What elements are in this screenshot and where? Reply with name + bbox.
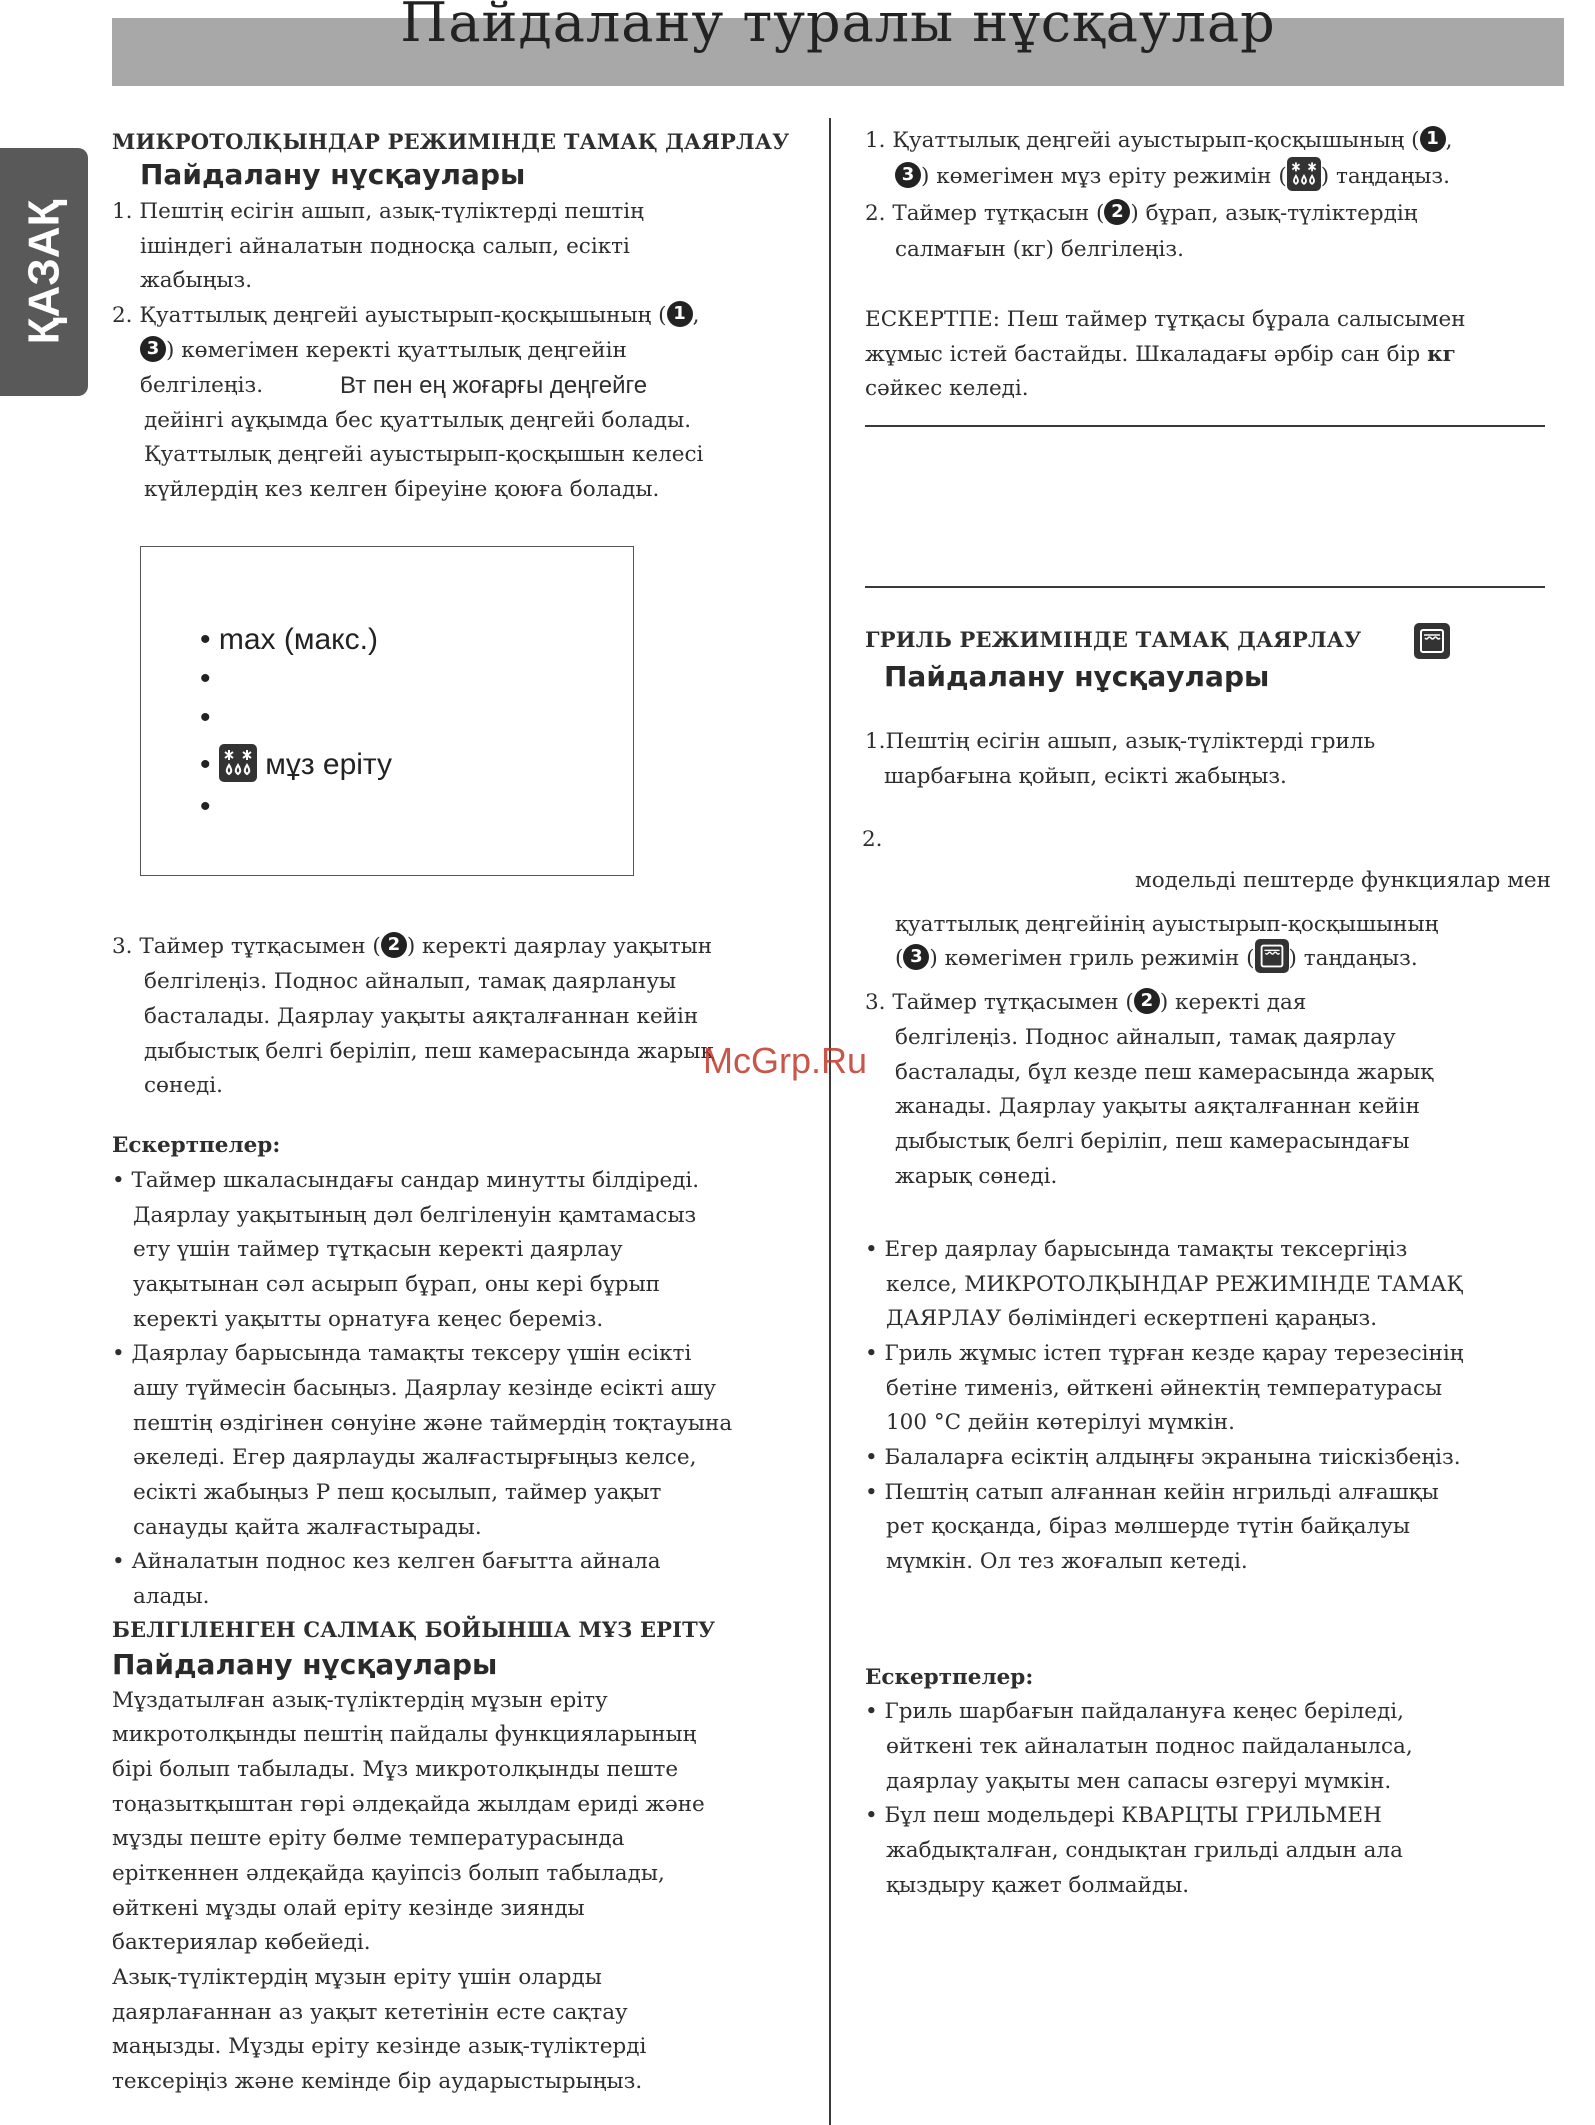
text-line: дейінгі аұқымда бес қуаттылық деңгейі болады.: [144, 408, 692, 433]
watermark: McGrp.Ru: [703, 1040, 868, 1081]
text-line: тоңазытқыштан гөрі әлдеқайда жылдам ериді және: [112, 1792, 705, 1817]
defrost-subheading: Пайдалану нұсқаулары: [112, 1648, 498, 1681]
note-bullet: • Даярлау барысында тамақты тексеру үшін есікті: [112, 1341, 692, 1366]
number-2-icon: 2: [1134, 988, 1160, 1014]
text-line: санауды қайта жалғастырады.: [133, 1515, 482, 1540]
number-2-icon: 2: [1104, 199, 1130, 225]
power-level-empty: •: [200, 790, 211, 823]
text-line: дыбыстық белгі беріліп, пеш камерасында жарық: [144, 1039, 714, 1064]
text-line: келсе, МИКРОТОЛҚЫНДАР РЕЖИМІНДЕ ТАМАҚ: [886, 1272, 1464, 1297]
note-bullet: • Айналатын поднос кез келген бағытта айнала: [112, 1549, 661, 1574]
text-line: даярлағаннан аз уақыт кететінін есте сақтау: [112, 2000, 628, 2025]
text-span: ) көмегімен гриль режимін (: [929, 946, 1255, 971]
text-line: өйткені мұзды олай еріту кезінде зиянды: [112, 1896, 585, 1921]
text-span: ) таңдаңыз.: [1288, 946, 1418, 971]
text-line: маңызды. Мұзды еріту кезінде азық-түліктерді: [112, 2034, 647, 2059]
text-line: рет қосқанда, біраз мөлшерде түтін байқалуы: [886, 1514, 1411, 1539]
language-side-tab: [0, 148, 88, 396]
text-line: 1. Пештің есігін ашып, азық-түліктерді пештің: [112, 199, 644, 224]
text-line: уақытынан сәл асырып бұрап, оны кері бұрып: [133, 1272, 661, 1297]
text-line: [865, 338, 1456, 373]
note-bullet: • Пештің сатып алғаннан кейін нгрильді алғашқы: [865, 1480, 1439, 1505]
text-span: ) керекті дая: [1159, 990, 1307, 1015]
text-line: бірі болып табылады. Мұз микротолқынды пеште: [112, 1757, 679, 1782]
note-bullet: • Таймер шкаласындағы сандар минутты білдіреді.: [112, 1168, 700, 1193]
power-level-defrost-label: мұз еріту: [265, 748, 393, 781]
text-line: Азық-түліктердің мұзын еріту үшін оларды: [112, 1965, 602, 1990]
column-divider: [829, 118, 831, 2125]
text-span: ,: [692, 303, 700, 328]
power-level-max: • max (макс.): [200, 623, 378, 656]
defrost-heading: БЕЛГІЛЕНГЕН САЛМАҚ БОЙЫНША МҰЗ ЕРІТУ: [112, 1617, 716, 1642]
number-1-icon: 1: [1420, 126, 1446, 152]
text-span: ,: [1445, 128, 1453, 153]
power-levels-box: [140, 546, 634, 876]
text-line: [895, 160, 1450, 195]
text-line: ашу түймесін басыңыз. Даярлау кезінде есікті ашу: [133, 1376, 717, 1401]
text-line: күйлердің кез келген біреуіне қоюға болады.: [144, 477, 660, 502]
text-line: қуаттылық деңгейінің ауыстырып-қосқышының: [895, 912, 1439, 937]
snowflake-drops-icon: [1287, 157, 1321, 191]
text-line: даярлау уақыты мен сапасы өзгеруі мүмкін.: [886, 1769, 1392, 1794]
number-1-icon: 1: [667, 301, 693, 327]
text-line: салмағын (кг) белгілеңіз.: [895, 237, 1184, 262]
text-line: жанады. Даярлау уақыты аяқталғаннан кейін: [895, 1094, 1420, 1119]
horizontal-rule: [865, 586, 1545, 588]
horizontal-rule: [865, 425, 1545, 427]
text-line: 2.: [862, 827, 883, 852]
text-line: Мұздатылған азық-түліктердің мұзын еріту: [112, 1688, 608, 1713]
text-line: [865, 124, 1452, 159]
text-line: қыздыру қажет болмайды.: [886, 1873, 1190, 1898]
text-line: [112, 299, 699, 334]
text-line: жабыңыз.: [140, 268, 253, 293]
text-span: 3. Таймер тұтқасымен (: [865, 990, 1134, 1015]
grill-oven-icon: [1255, 939, 1289, 973]
note-bullet: • Гриль шарбағын пайдалануға кеңес беріледі,: [865, 1699, 1404, 1724]
text-line: басталады. Даярлау уақыты аяқталғаннан кейін: [144, 1004, 699, 1029]
power-level-empty: •: [200, 662, 211, 695]
text-line: модельді пештерде функциялар мен: [1135, 868, 1551, 893]
text-line: [865, 197, 1418, 232]
text-line: жабдықталған, сондықтан грильді алдын ала: [886, 1838, 1403, 1863]
text-line: белгілеңіз. Поднос айналып, тамақ даярлануы: [144, 969, 677, 994]
text-line: тексеріңіз және кемінде бір аударыстырыңыз.: [112, 2069, 643, 2094]
text-span: 3. Таймер тұтқасымен (: [112, 934, 381, 959]
text-line: керекті уақытты орнатуға кеңес береміз.: [133, 1307, 604, 1332]
page-title: Пайдалану туралы нұсқаулар: [400, 0, 1276, 54]
power-level-empty: •: [200, 701, 211, 734]
text-span: жұмыс істей бастайды. Шкаладағы әрбір сан бір: [865, 342, 1421, 367]
text-span: ) бұрап, азық-түліктердің: [1130, 201, 1418, 226]
text-span: ) көмегімен мұз еріту режимін (: [921, 164, 1287, 189]
micro-heading: МИКРОТОЛҚЫНДАР РЕЖИМІНДЕ ТАМАҚ ДАЯРЛАУ: [112, 129, 790, 154]
text-line: жарық сөнеді.: [895, 1164, 1058, 1189]
text-line: бактериялар көбейеді.: [112, 1930, 371, 1955]
text-span: 1. Қуаттылық деңгейі ауыстырып-қосқышының (: [865, 128, 1420, 153]
grill-subheading: Пайдалану нұсқаулары: [884, 660, 1270, 693]
text-line: есікті жабыңыз Р пеш қосылып, таймер уақыт: [133, 1480, 662, 1505]
text-line: ДАЯРЛАУ бөліміндегі ескертпені қараңыз.: [886, 1306, 1378, 1331]
text-line: бетіне тименіз, өйткені әйнектің температурасы: [886, 1376, 1443, 1401]
text-line: [112, 930, 712, 965]
text-line: ету үшін таймер тұтқасын керекті даярлау: [133, 1237, 623, 1262]
text-line: сөнеді.: [144, 1073, 223, 1098]
text-span: 2. Таймер тұтқасын (: [865, 201, 1105, 226]
text-line: микротолқынды пештің пайдалы функцияларының: [112, 1722, 697, 1747]
number-3-icon: 3: [895, 162, 921, 188]
text-line: өйткені тек айналатын поднос пайдаланылса,: [886, 1734, 1413, 1759]
text-line: мұзды пеште еріту бөлме температурасында: [112, 1826, 625, 1851]
snowflake-drops-icon: [219, 744, 257, 782]
number-3-icon: 3: [903, 944, 929, 970]
grill-oven-icon: [1414, 623, 1450, 659]
micro-subheading: Пайдалану нұсқаулары: [140, 158, 526, 191]
text-span-bold: кг: [1427, 342, 1456, 367]
text-line: еріткеннен әлдеқайда қауіпсіз болып табылады,: [112, 1861, 665, 1886]
number-2-icon: 2: [381, 932, 407, 958]
note-bullet: • Егер даярлау барысында тамақты тексергіңіз: [865, 1237, 1408, 1262]
text-line: [865, 986, 1306, 1021]
text-line: белгілеңіз. Поднос айналып, тамақ даярлау: [895, 1025, 1396, 1050]
text-line: дыбыстық белгі беріліп, пеш камерасындағы: [895, 1129, 1410, 1154]
text-line: басталады, бұл кезде пеш камерасында жарық: [895, 1060, 1434, 1085]
text-line: мүмкін. Ол тез жоғалып кетеді.: [886, 1549, 1248, 1574]
text-line: Даярлау уақытының дәл белгіленуін қамтамасыз: [133, 1203, 697, 1228]
text-line: шарбағына қойып, есікті жабыңыз.: [884, 764, 1287, 789]
text-span: ) таңдаңыз.: [1320, 164, 1450, 189]
text-line: 1.Пештің есігін ашып, азық-түліктерді гриль: [865, 729, 1376, 754]
text-line: [895, 942, 1418, 977]
text-line: алады.: [133, 1584, 210, 1609]
text-span: ) көмегімен керекті қуаттылық деңгейін: [166, 338, 627, 363]
text-span: ) керекті даярлау уақытын: [406, 934, 713, 959]
text-line: сәйкес келеді.: [865, 376, 1029, 401]
power-level-defrost: • мұз еріту: [200, 746, 392, 785]
text-span: 2. Қуаттылық деңгейі ауыстырып-қосқышының (: [112, 303, 667, 328]
notes-title: Ескертпелер:: [865, 1665, 1034, 1690]
text-line: Вт пен ең жоғарғы деңгейге: [340, 372, 648, 399]
text-line: 100 °C дейін көтерілуі мүмкін.: [886, 1410, 1235, 1435]
text-line: [140, 334, 627, 369]
note-bullet: • Балаларға есіктің алдыңғы экранына тиіскізбеңіз.: [865, 1445, 1461, 1470]
grill-heading: ГРИЛЬ РЕЖИМІНДЕ ТАМАҚ ДАЯРЛАУ: [865, 627, 1362, 652]
text-span: (: [895, 946, 904, 971]
text-line: әкеледі. Егер даярлауды жалғастырғыңыз келсе,: [133, 1445, 697, 1470]
power-level-max-label: max (макс.): [218, 623, 378, 656]
text-line: белгілеңіз.: [140, 373, 264, 398]
text-line: ЕСКЕРТПЕ: Пеш таймер тұтқасы бұрала салысымен: [865, 307, 1466, 332]
note-bullet: • Гриль жұмыс істеп тұрған кезде қарау терезесінің: [865, 1341, 1464, 1366]
side-tab-label: ҚАЗАҚ: [19, 199, 69, 345]
notes-title: Ескертпелер:: [112, 1133, 281, 1158]
text-line: Қуаттылық деңгейі ауыстырып-қосқышын келесі: [144, 442, 704, 467]
number-3-icon: 3: [140, 336, 166, 362]
text-line: ішіндегі айналатын подносқа салып, есікті: [140, 234, 630, 259]
text-line: пештің өздігінен сөнуіне және таймердің тоқтауына: [133, 1411, 733, 1436]
note-bullet: • Бұл пеш модельдері КВАРЦТЫ ГРИЛЬМЕН: [865, 1803, 1382, 1828]
